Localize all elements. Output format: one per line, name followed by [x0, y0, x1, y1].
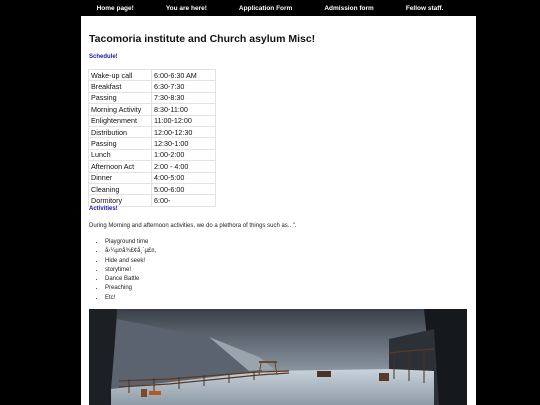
schedule-activity: Passing [89, 138, 152, 149]
nav-staff-link[interactable]: Fellow staff. [405, 4, 444, 12]
schedule-time: 12:00-12:30 [152, 126, 216, 137]
schedule-activity: Wake-up call [89, 70, 152, 81]
table-row [89, 92, 216, 103]
schedule-activity: Afternoon Act [89, 161, 152, 172]
schedule-time: 6:30-7:30 [152, 81, 216, 92]
schedule-time: 8:30-11:00 [152, 104, 216, 115]
schedule-time: 1:00-2:00 [152, 149, 216, 160]
schedule-activity: Morning Activity [89, 104, 152, 115]
playground-photo [89, 309, 467, 405]
list-item: • Playground time [105, 238, 156, 247]
table-row [89, 126, 216, 137]
table-row [89, 81, 216, 92]
list-item: • Hide and seek! [105, 257, 156, 266]
table-row [89, 115, 216, 126]
list-item: • storytime! [105, 266, 156, 275]
table-row [89, 149, 216, 160]
table-row [89, 183, 216, 194]
schedule-table [88, 69, 216, 207]
playground-scene [89, 309, 467, 405]
schedule-time: 2:00 - 4:00 [152, 161, 216, 172]
schedule-activity: Dormitory [89, 195, 152, 206]
page-title: Tacomoria institute and Church asylum Misc! [89, 33, 316, 45]
schedule-heading: Schedule! [89, 54, 118, 60]
nav-application-link[interactable]: Application Form [238, 4, 293, 12]
schedule-activity: Enlightenment [89, 115, 152, 126]
table-row [89, 172, 216, 183]
schedule-activity: Passing [89, 92, 152, 103]
table-row [89, 138, 216, 149]
schedule-activity: Cleaning [89, 183, 152, 194]
list-item: • Etc! [105, 294, 156, 303]
list-item: • Preaching [105, 284, 156, 293]
schedule-activity: Distribution [89, 126, 152, 137]
nav-home-link[interactable]: Home page! [96, 4, 134, 12]
schedule-time: 6:00- [152, 195, 216, 206]
content-panel [81, 16, 476, 405]
table-row [89, 104, 216, 115]
schedule-time: 11:00-12:00 [152, 115, 216, 126]
schedule-activity: Dinner [89, 172, 152, 183]
schedule-time: 5:00-6:00 [152, 183, 216, 194]
list-item: • Dance Battle [105, 275, 156, 284]
table-row [89, 195, 216, 206]
schedule-time: 12:30-1:00 [152, 138, 216, 149]
nav-current-link[interactable]: You are here! [165, 4, 207, 12]
top-nav [0, 0, 540, 16]
table-row [89, 161, 216, 172]
nav-admission-link[interactable]: Admission form [324, 4, 374, 12]
table-row [89, 70, 216, 81]
schedule-time: 7:30-8:30 [152, 92, 216, 103]
activities-list [95, 238, 156, 303]
list-item: • å›¼µ¤å¾£¢å¸´µ£¤, [105, 247, 156, 256]
schedule-activity: Breakfast [89, 81, 152, 92]
schedule-time: 4:00-5:00 [152, 172, 216, 183]
schedule-time: 6:00-6:30 AM [152, 70, 216, 81]
activities-intro: During Morning and afternoon activities, we do a plethora of things such as.. ". [89, 223, 297, 229]
activities-heading: Activities! [89, 206, 118, 212]
schedule-activity: Lunch [89, 149, 152, 160]
